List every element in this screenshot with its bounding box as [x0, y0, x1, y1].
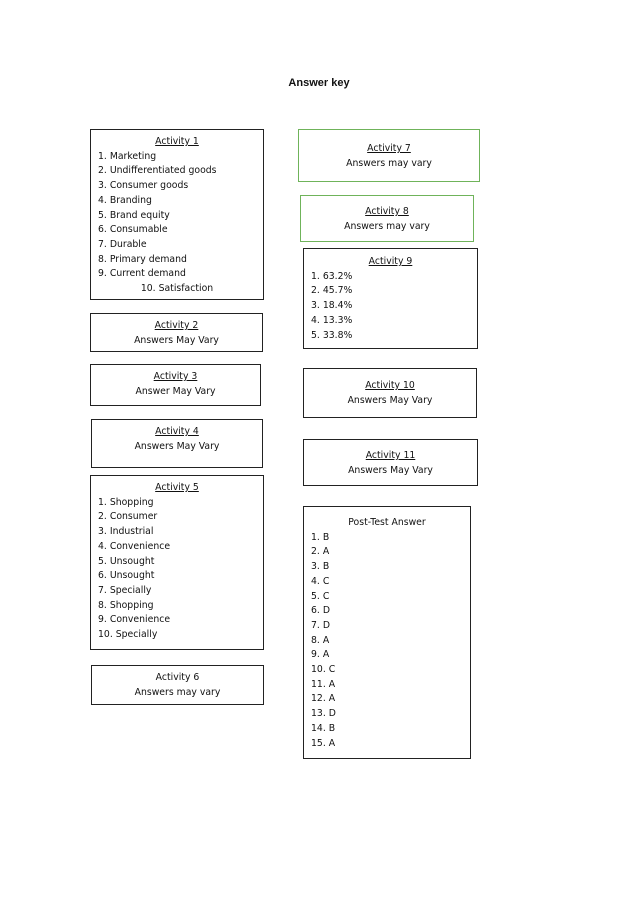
list-item: 5. Brand equity: [98, 209, 170, 221]
activity-1-box: [90, 129, 264, 300]
activity-4-text: Answers May Vary: [134, 440, 220, 452]
list-item: 1. 63.2%: [311, 270, 353, 282]
list-item: 2. Undifferentiated goods: [98, 165, 217, 177]
list-item: 4. Convenience: [98, 540, 171, 552]
activity-3-box: [90, 364, 261, 406]
list-item: 14. B: [311, 722, 336, 734]
list-item: 2. Consumer: [98, 511, 158, 523]
activity-2-box: [90, 313, 263, 352]
activity-7-box: [298, 129, 480, 182]
activity-7-text: Answers may vary: [346, 157, 432, 169]
activity-2-text: Answers May Vary: [134, 334, 219, 346]
activity-9-box: [303, 248, 478, 349]
list-item: 6. Unsought: [98, 570, 155, 582]
activity-10-box: [303, 368, 477, 418]
list-item: 8. A: [311, 634, 330, 646]
post-test-list: [311, 531, 463, 752]
activity-5-heading: Activity 5: [155, 482, 199, 493]
list-item: 12. A: [311, 693, 336, 705]
list-item: 4. Branding: [98, 194, 152, 206]
activity-8-heading: Activity 8: [365, 206, 409, 217]
post-test-box: [303, 506, 471, 759]
list-item: 7. Specially: [98, 584, 152, 596]
activity-10-text: Answers May Vary: [347, 394, 433, 406]
activity-10-heading: Activity 10: [365, 380, 415, 391]
list-item: 9. Convenience: [98, 614, 171, 626]
list-item: 3. Industrial: [98, 526, 154, 538]
list-item: 6. D: [311, 605, 330, 617]
page-title: Answer key: [288, 77, 350, 89]
list-item: 10. Satisfaction: [140, 283, 214, 295]
list-item: 11. A: [311, 678, 336, 690]
activity-3-heading: Activity 3: [153, 371, 198, 382]
list-item: 8. Shopping: [98, 599, 154, 611]
list-item: 5. C: [311, 590, 330, 602]
list-item: 1. Marketing: [98, 150, 157, 162]
activity-4-box: [91, 419, 263, 468]
list-item: 6. Consumable: [98, 224, 168, 236]
activity-11-heading: Activity 11: [365, 450, 416, 461]
post-test-heading: Post-Test Answer: [348, 517, 426, 528]
activity-5-box: [90, 475, 264, 650]
activity-11-box: [303, 439, 478, 486]
activity-1-heading: Activity 1: [155, 136, 199, 147]
list-item: 1. B: [311, 531, 330, 543]
list-item: 1. Shopping: [98, 496, 154, 508]
list-item: 7. Durable: [98, 238, 147, 250]
activity-9-heading: Activity 9: [368, 256, 413, 267]
activity-8-box: [300, 195, 474, 242]
activity-9-list: [311, 270, 470, 344]
activity-6-text: Answers may vary: [134, 686, 221, 698]
list-item: 3. 18.4%: [311, 300, 353, 312]
list-item: 9. A: [311, 649, 330, 661]
activity-5-list: [98, 496, 256, 643]
list-item: 15. A: [311, 737, 336, 749]
activity-6-box: [91, 665, 264, 705]
activity-11-text: Answers May Vary: [348, 464, 433, 476]
list-item: 4. C: [311, 575, 330, 587]
list-item: 2. A: [311, 546, 330, 558]
activity-7-heading: Activity 7: [367, 143, 411, 154]
list-item: 3. B: [311, 561, 330, 573]
activity-1-list: [98, 150, 256, 297]
list-item: 2. 45.7%: [311, 285, 353, 297]
list-item: 5. 33.8%: [311, 329, 353, 341]
list-item: 5. Unsought: [98, 555, 155, 567]
list-item: 13. D: [311, 708, 336, 720]
activity-6-heading: Activity 6: [155, 672, 200, 683]
list-item: 4. 13.3%: [311, 314, 353, 326]
list-item: 10. Specially: [98, 629, 158, 641]
activity-2-heading: Activity 2: [154, 320, 199, 331]
list-item: 9. Current demand: [98, 268, 186, 280]
activity-4-heading: Activity 4: [155, 426, 199, 437]
list-item: 7. D: [311, 619, 330, 631]
list-item: 10. C: [311, 664, 336, 676]
list-item: 8. Primary demand: [98, 253, 187, 265]
activity-3-text: Answer May Vary: [135, 385, 216, 397]
list-item: 3. Consumer goods: [98, 180, 189, 192]
activity-8-text: Answers may vary: [344, 220, 430, 232]
